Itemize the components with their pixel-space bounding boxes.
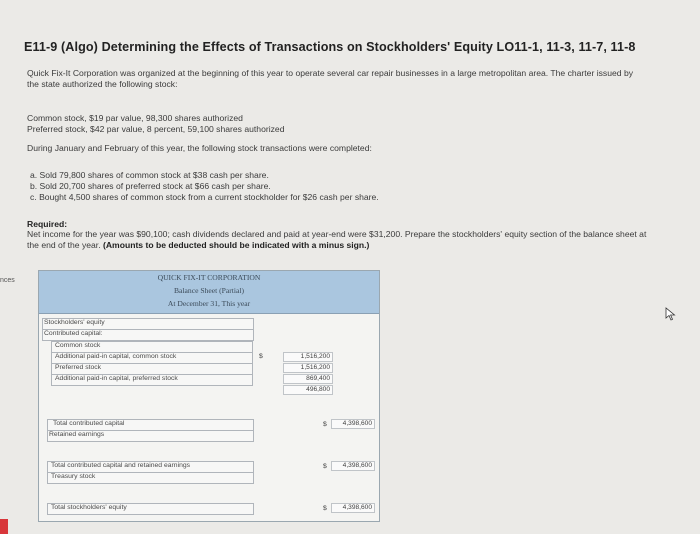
contributed-label: Contributed capital: [44,330,103,337]
total-contributed-input[interactable]: 4,398,600 [331,419,375,429]
stock-preferred-text: Preferred stock, $42 par value, 8 percent, 59,100 shares authorized [27,124,285,134]
transaction-item: c. Bought 4,500 shares of common stock from a current stockholder for $26 cash per share. [30,192,379,202]
required-note: (Amounts to be deducted should be indicated with a minus sign.) [102,240,370,250]
row-label: Additional paid-in capital, common stock [55,353,177,360]
amount-input[interactable]: 496,800 [283,385,333,395]
side-tab-label: nces [0,277,15,284]
currency-sign: $ [323,463,327,470]
transaction-item: a. Sold 79,800 shares of common stock at $38 cash per share. [30,170,269,180]
sheet-subtitle: Balance Sheet (Partial) [173,286,244,295]
amount-input[interactable]: 1,516,200 [283,363,333,373]
transaction-list [30,170,379,203]
mouse-cursor-icon [665,307,677,321]
section-label: Stockholders' equity [44,319,105,326]
amount-input[interactable]: 869,400 [283,374,333,384]
transaction-item: b. Sold 20,700 shares of preferred stock at $66 cash per share. [30,181,271,191]
row-label: Common stock [55,342,101,349]
transactions-intro: During January and February of this year, the following stock transactions were completed: [27,143,372,153]
row-label: Additional paid-in capital, preferred stock [55,375,178,382]
required-label: Required: [27,219,68,229]
sheet-header [39,271,379,314]
stock-common-text: Common stock, $19 par value, 98,300 shares authorized [27,113,243,123]
problem-intro: Quick Fix-It Corporation was organized at the beginning of this year to operate several car repair businesses in a large metropolitan area. The charter issued by the state authorized the following stock: [27,68,634,89]
total-retained-label: Total contributed capital and retained earnings [51,462,191,469]
total-contributed-label: Total contributed capital [53,420,125,427]
treasury-label: Treasury stock [51,473,96,480]
required-body: Net income for the year was $90,100; cash dividends declared and paid at year-end were $31,200. Prepare the stockholders' equity section of the balance sheet at the end of the year. [27,229,647,250]
balance-sheet [38,270,380,522]
currency-sign: $ [323,505,327,512]
problem-title: E11-9 (Algo) Determining the Effects of Transactions on Stockholders' Equity LO11-1, 11-3, 11-7, 11-8 [24,40,636,54]
total-retained-input[interactable]: 4,398,600 [331,461,375,471]
amount-input[interactable]: 1,516,200 [283,352,333,362]
total-equity-label: Total stockholders' equity [51,504,127,511]
total-equity-input[interactable]: 4,398,600 [331,503,375,513]
row-label: Preferred stock [55,364,102,371]
currency-sign: $ [259,353,263,360]
required-text [27,229,647,251]
side-marker [0,519,8,534]
sheet-company: QUICK FIX-IT CORPORATION [157,273,261,282]
retained-label: Retained earnings [49,431,105,438]
currency-sign: $ [323,421,327,428]
sheet-date: At December 31, This year [167,299,251,308]
